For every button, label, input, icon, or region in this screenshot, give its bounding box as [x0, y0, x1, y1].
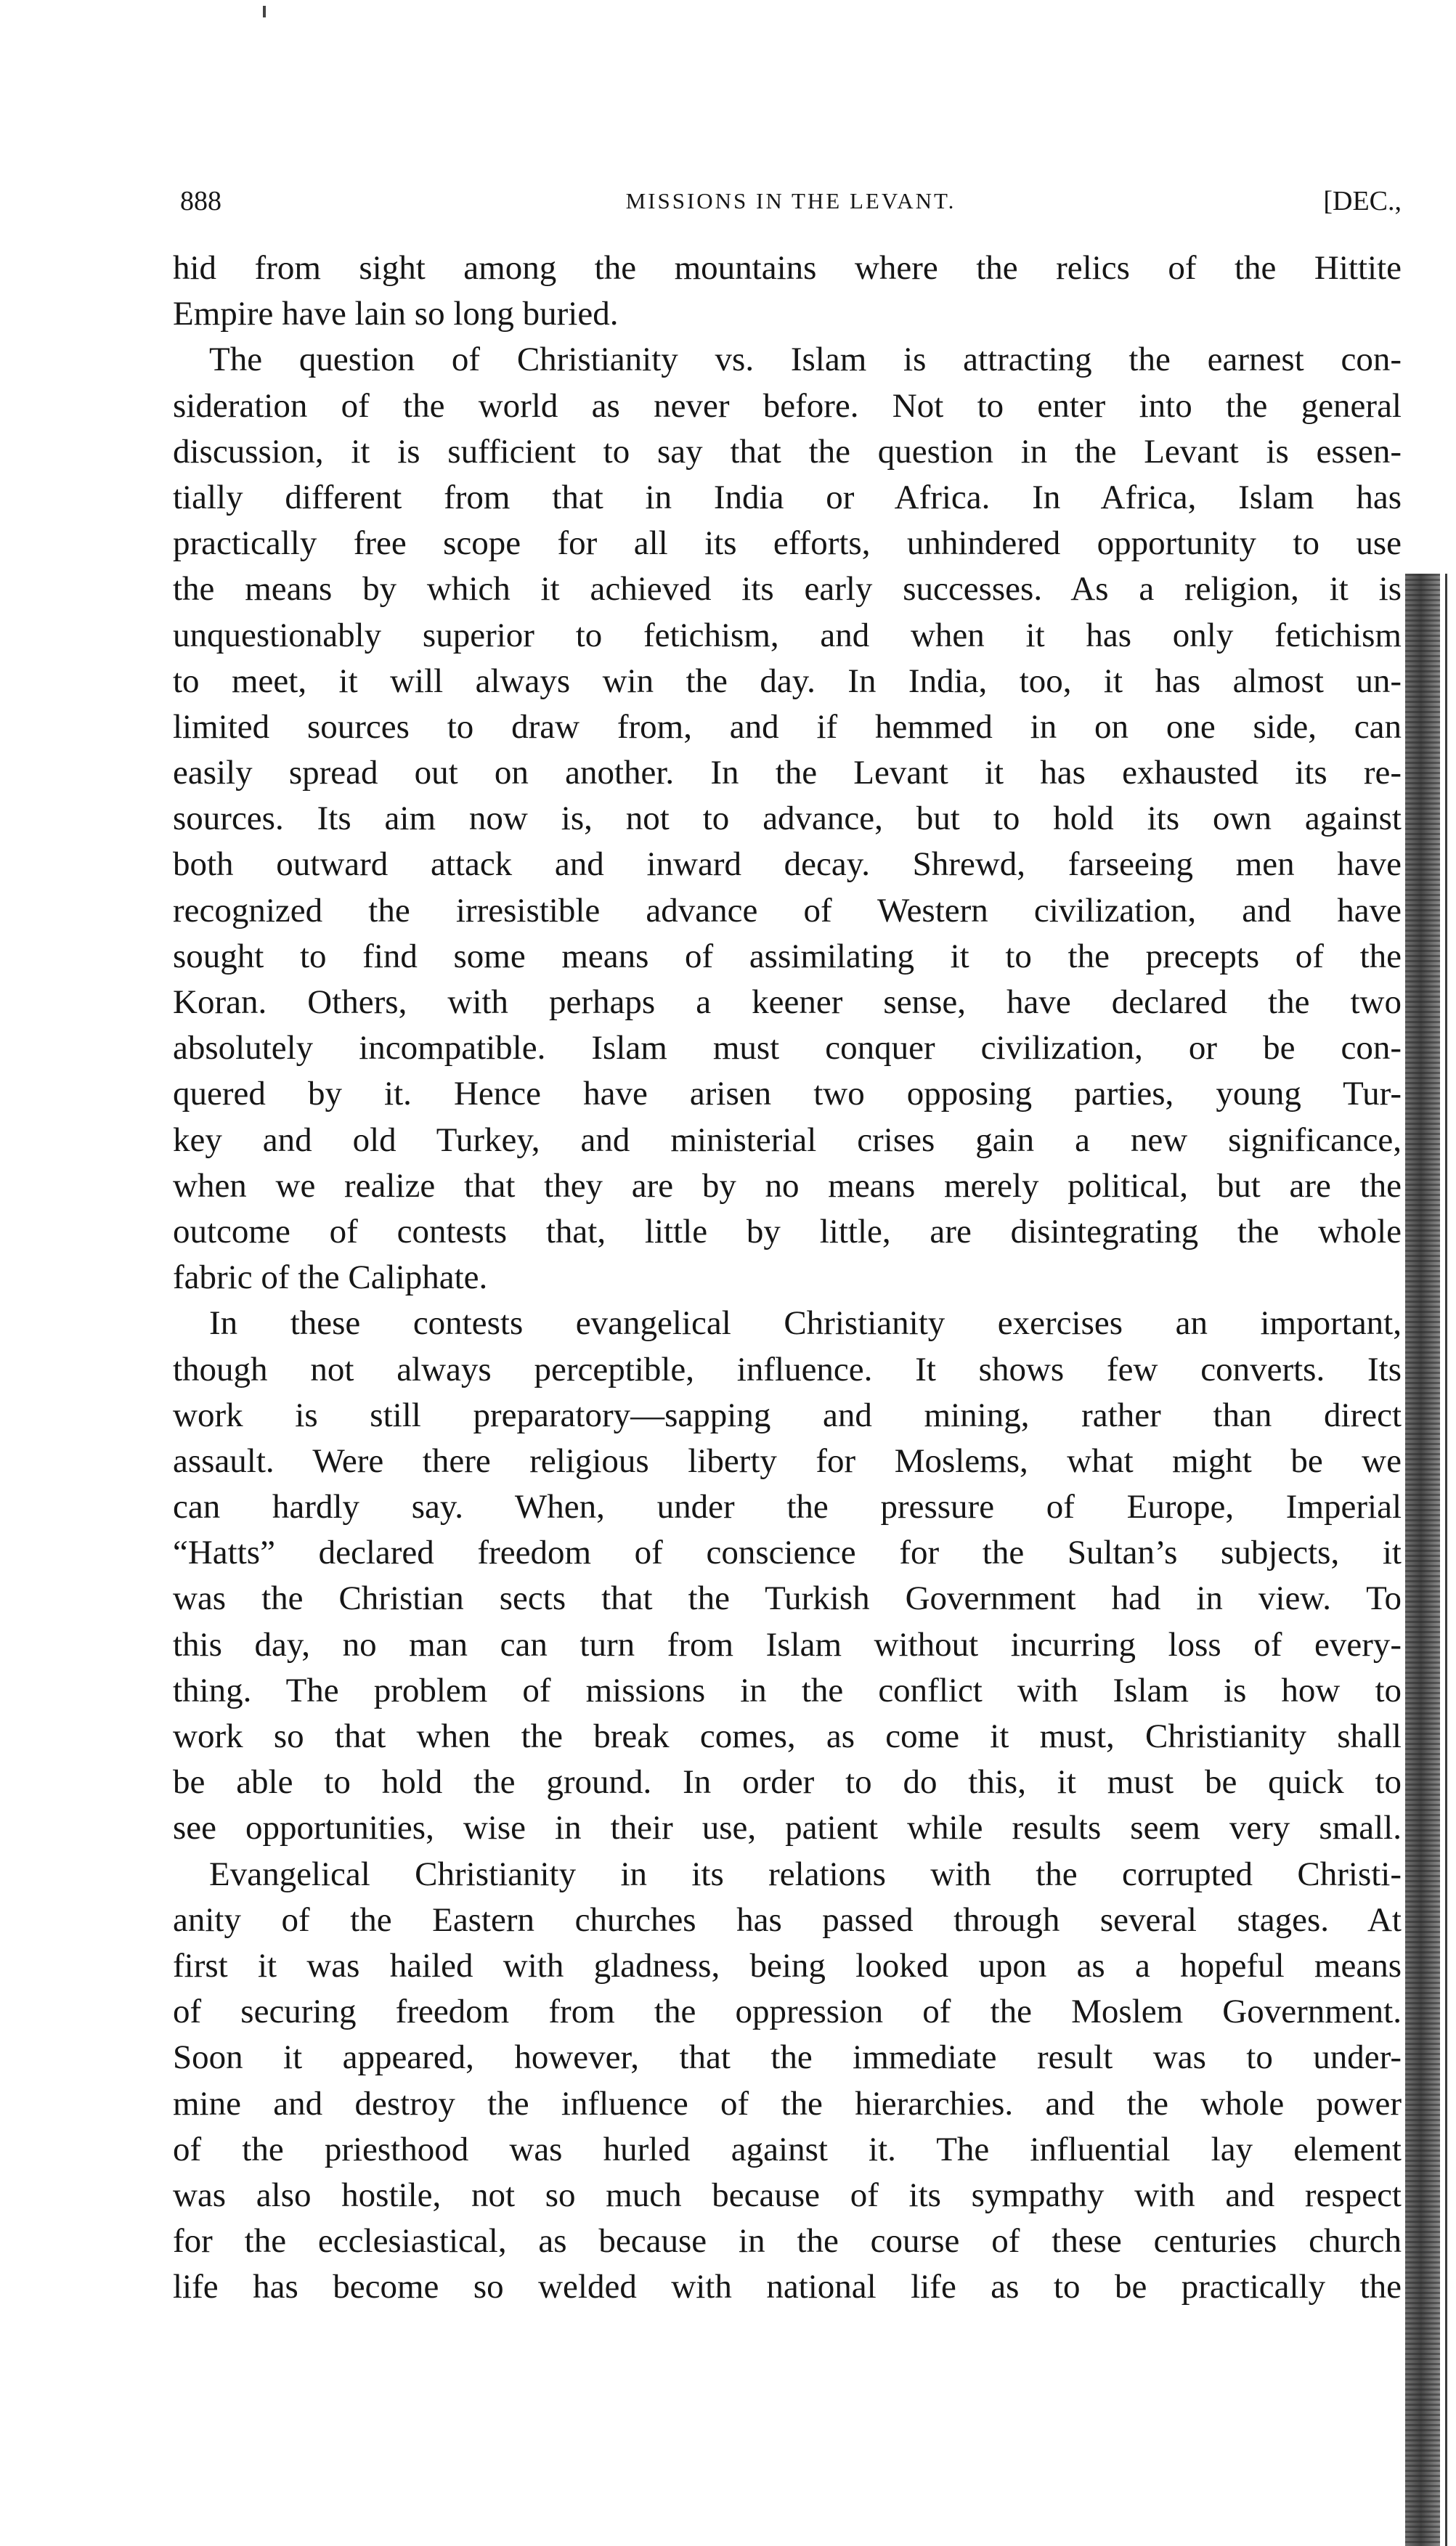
- text-line: practically free scope for all its efforts, unhindered opportunity to use: [173, 524, 1402, 563]
- page-binding-edge: [1405, 574, 1440, 2546]
- text-line: though not always perceptible, influence. It shows few converts. Its: [173, 1350, 1402, 1388]
- text-line: first it was hailed with gladness, being looked upon as a hopeful means: [173, 1946, 1402, 1985]
- text-line: of the priesthood was hurled against it. The influential lay element: [173, 2130, 1402, 2168]
- text-line: assault. Were there religious liberty for Moslems, what might be we: [173, 1441, 1402, 1480]
- text-line: The question of Christianity vs. Islam is attracting the earnest con-: [209, 341, 1402, 379]
- text-line: anity of the Eastern churches has passed through several stages. At: [173, 1900, 1402, 1939]
- text-line: absolutely incompatible. Islam must conquer civilization, or be con-: [173, 1029, 1402, 1067]
- text-line: to meet, it will always win the day. In India, too, it has almost un-: [173, 662, 1402, 700]
- text-line: limited sources to draw from, and if hemmed in on one side, can: [173, 707, 1402, 746]
- text-line: of securing freedom from the oppression of the Moslem Government.: [173, 1993, 1402, 2031]
- text-line: outcome of contests that, little by little, are disintegrating the whole: [173, 1212, 1402, 1250]
- text-line: key and old Turkey, and ministerial crises gain a new significance,: [173, 1121, 1402, 1159]
- text-line: work is still preparatory—sapping and mining, rather than direct: [173, 1396, 1402, 1434]
- text-line: sideration of the world as never before. Not to enter into the general: [173, 386, 1402, 425]
- text-line: be able to hold the ground. In order to do this, it must be quick to: [173, 1763, 1402, 1802]
- text-line: sought to find some means of assimilating it to the precepts of the: [173, 937, 1402, 975]
- text-line: was also hostile, not so much because of its sympathy with and respect: [173, 2176, 1402, 2214]
- text-line: discussion, it is sufficient to say that the question in the Levant is essen-: [173, 432, 1402, 471]
- text-line: when we realize that they are by no means merely political, but are the: [173, 1166, 1402, 1205]
- text-line: work so that when the break comes, as come it must, Christianity shall: [173, 1717, 1402, 1755]
- running-date: [DEC.,: [1323, 186, 1402, 216]
- running-head: [180, 183, 1402, 219]
- text-line: thing. The problem of missions in the conflict with Islam is how to: [173, 1671, 1402, 1709]
- text-line: In these contests evangelical Christianity exercises an important,: [209, 1304, 1402, 1343]
- text-line: Soon it appeared, however, that the immediate result was to under-: [173, 2038, 1402, 2077]
- text-line: life has become so welded with national life as to be practically the: [173, 2268, 1402, 2306]
- text-line: fabric of the Caliphate.: [173, 1258, 488, 1297]
- text-line: “Hatts” declared freedom of conscience for the Sultan’s subjects, it: [173, 1534, 1402, 1572]
- text-line: unquestionably superior to fetichism, and when it has only fetichism: [173, 616, 1402, 654]
- text-line: sources. Its aim now is, not to advance, but to hold its own against: [173, 800, 1402, 838]
- text-line: Empire have lain so long buried.: [173, 295, 619, 333]
- page-number: 888: [180, 186, 221, 216]
- text-line: can hardly say. When, under the pressure of Europe, Imperial: [173, 1488, 1402, 1526]
- text-line: Evangelical Christianity in its relations with the corrupted Christi-: [209, 1855, 1402, 1893]
- text-line: easily spread out on another. In the Levant it has exhausted its re-: [173, 754, 1402, 792]
- text-line: mine and destroy the influence of the hierarchies. and the whole power: [173, 2084, 1402, 2123]
- running-title: MISSIONS IN THE LEVANT.: [625, 188, 956, 213]
- text-line: see opportunities, wise in their use, patient while results seem very small.: [173, 1809, 1402, 1847]
- body-text: [173, 245, 1402, 2310]
- text-line: tially different from that in India or Africa. In Africa, Islam has: [173, 478, 1402, 516]
- ink-speck: [263, 6, 266, 17]
- text-line: quered by it. Hence have arisen two opposing parties, young Tur-: [173, 1075, 1402, 1113]
- text-line: for the ecclesiastical, as because in the course of these centuries church: [173, 2222, 1402, 2261]
- text-line: this day, no man can turn from Islam without incurring loss of every-: [173, 1625, 1402, 1664]
- text-line: Koran. Others, with perhaps a keener sense, have declared the two: [173, 983, 1402, 1021]
- text-line: the means by which it achieved its early successes. As a religion, it is: [173, 570, 1402, 609]
- text-line: recognized the irresistible advance of Western civilization, and have: [173, 891, 1402, 930]
- text-line: both outward attack and inward decay. Shrewd, farseeing men have: [173, 845, 1402, 884]
- text-line: hid from sight among the mountains where the relics of the Hittite: [173, 249, 1402, 287]
- text-line: was the Christian sects that the Turkish Government had in view. To: [173, 1579, 1402, 1618]
- page-edge-rule: [1445, 574, 1447, 2546]
